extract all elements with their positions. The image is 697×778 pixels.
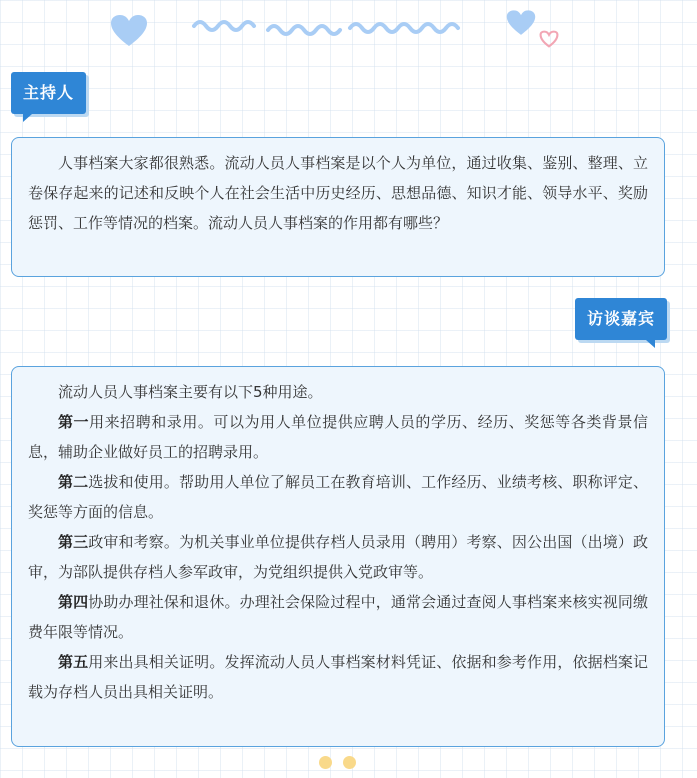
host-tag: 主持人 xyxy=(11,72,86,114)
guest-tag: 访谈嘉宾 xyxy=(575,298,667,340)
use-item-5 xyxy=(28,647,648,707)
heart-icon xyxy=(506,8,536,38)
use-item-text: 用来出具相关证明。发挥流动人员人事档案材料凭证、依据和参考作用，依据档案记载为存档人员出具相关证明。 xyxy=(28,653,648,701)
use-item-lead: 第一 xyxy=(58,413,90,431)
guest-intro-text: 流动人员人事档案主要有以下5种用途。 xyxy=(58,383,323,401)
dot-icon xyxy=(343,756,356,769)
dot-icon xyxy=(319,756,332,769)
use-item-text: 用来招聘和录用。可以为用人单位提供应聘人员的学历、经历、奖惩等各类背景信息，辅助企业做好员工的招聘录用。 xyxy=(28,413,648,461)
use-item-lead: 第三 xyxy=(58,533,89,551)
use-item-1 xyxy=(28,407,648,467)
heart-icon xyxy=(110,14,148,48)
use-item-text: 选拔和使用。帮助用人单位了解员工在教育培训、工作经历、业绩考核、职称评定、奖惩等方面的信息。 xyxy=(28,473,648,521)
use-item-2 xyxy=(28,467,648,527)
use-item-lead: 第五 xyxy=(58,653,89,671)
use-item-3 xyxy=(28,527,648,587)
host-question-box xyxy=(11,137,665,277)
top-decoration xyxy=(0,0,697,60)
use-item-text: 政审和考察。为机关事业单位提供存档人员录用（聘用）考察、因公出国（出境）政审，为部队提供存档人参军政审，为党组织提供入党政审等。 xyxy=(28,533,648,581)
wave-line-icon xyxy=(190,14,470,44)
use-item-4 xyxy=(28,587,648,647)
host-question-text: 人事档案大家都很熟悉。流动人员人事档案是以个人为单位，通过收集、鉴别、整理、立卷保存起来的记述和反映个人在社会生活中历史经历、思想品德、知识才能、领导水平、奖励惩罚、工作等情况的档案。流动人员人事档案的作用都有哪些？ xyxy=(28,154,648,232)
bottom-decoration xyxy=(0,756,697,772)
use-item-text: 协助办理社保和退休。办理社会保险过程中，通常会通过查阅人事档案来核实视同缴费年限等情况。 xyxy=(28,593,648,641)
guest-answer-box xyxy=(11,366,665,747)
use-item-lead: 第四 xyxy=(58,593,89,611)
use-item-lead: 第二 xyxy=(58,473,89,491)
heart-outline-icon xyxy=(539,30,559,48)
